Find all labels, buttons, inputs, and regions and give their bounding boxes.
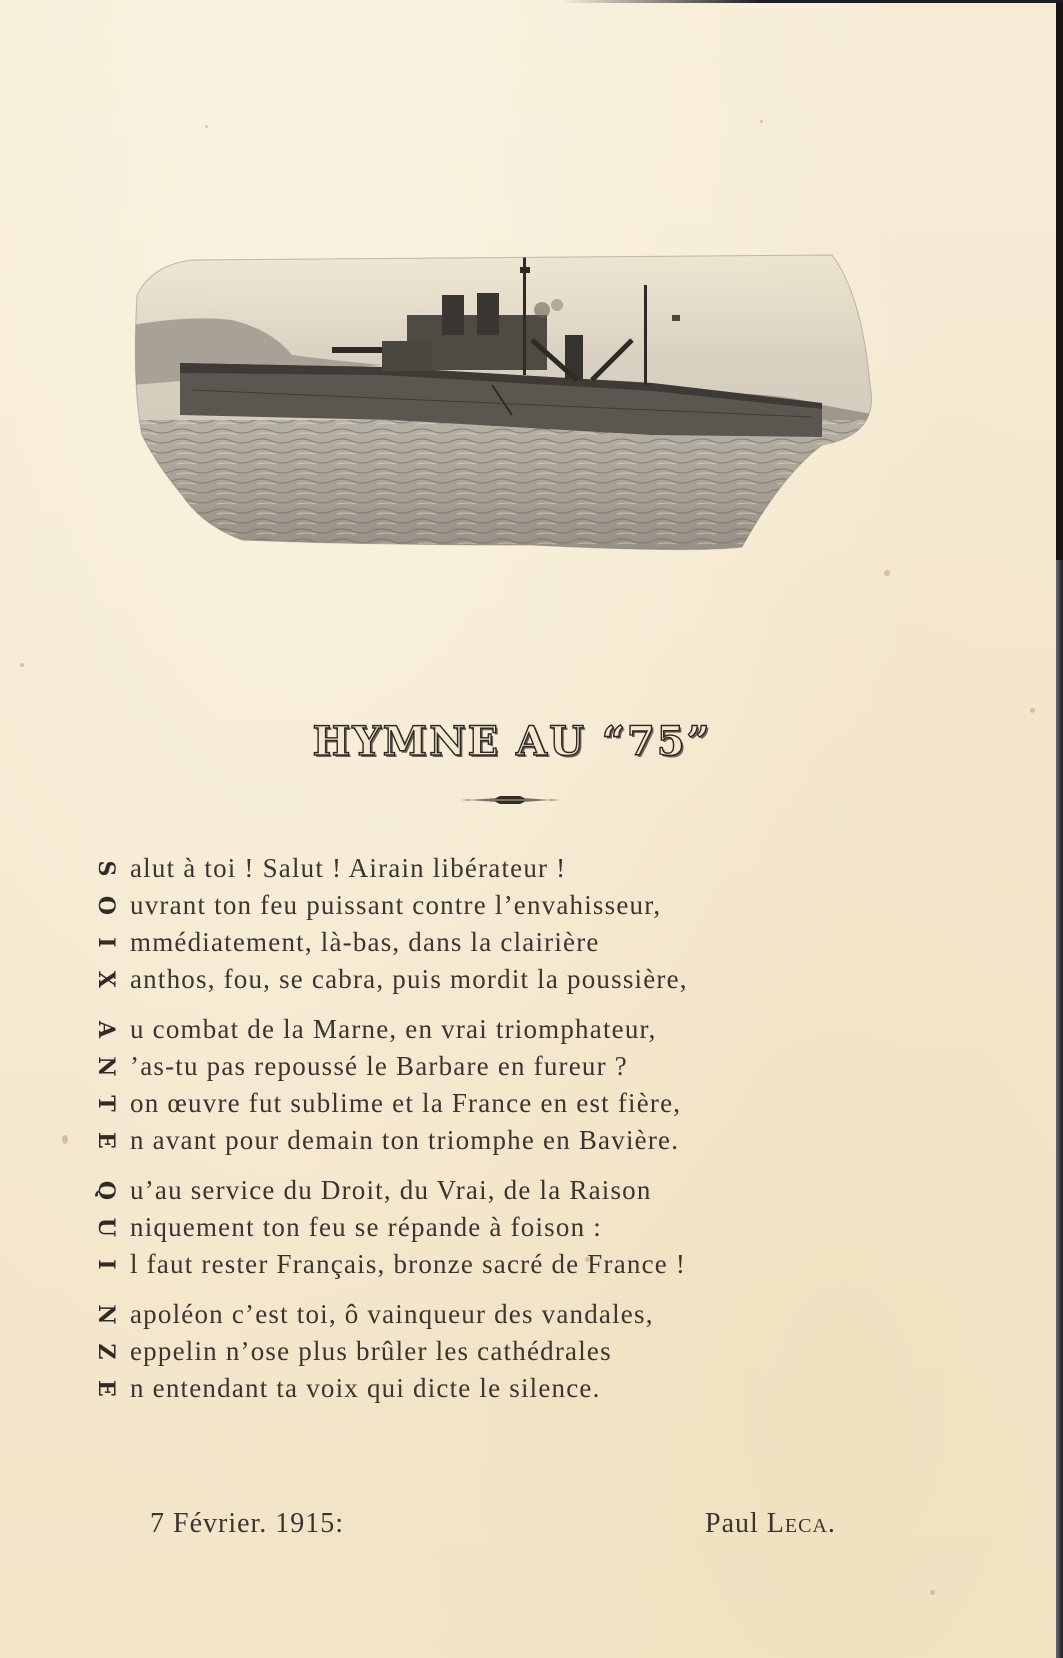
verse-text: on œuvre fut sublime et la France en est fière, (130, 1088, 682, 1118)
verse-text: anthos, fou, se cabra, puis mordit la poussière, (130, 964, 688, 994)
acrostic-initial: I (93, 1258, 119, 1271)
verse-text: n avant pour demain ton triomphe en Bavière. (130, 1125, 680, 1155)
acrostic-initial: X (93, 970, 119, 989)
poem-line (94, 1085, 688, 1122)
verse-text: uvrant ton feu puissant contre l’envahisseur, (130, 890, 662, 920)
poem-line (94, 1172, 688, 1209)
stanza-3 (94, 1172, 688, 1283)
warship-illustration (132, 145, 877, 580)
acrostic-initial: Q (93, 1180, 119, 1201)
scan-edge-top (560, 0, 1063, 3)
poem-line (94, 1048, 688, 1085)
poem-line (94, 887, 688, 924)
author-first-name: Paul (705, 1508, 759, 1539)
poem-line (94, 1333, 688, 1370)
poem-line (94, 1296, 688, 1333)
acrostic-initial: I (93, 936, 119, 949)
acrostic-initial: O (93, 895, 119, 916)
decorative-rule-icon (460, 794, 560, 806)
verse-text: l faut rester Français, bronze sacré de France ! (130, 1249, 687, 1279)
verse-text: alut à toi ! Salut ! Airain libérateur ! (130, 853, 567, 883)
acrostic-initial: T (93, 1094, 119, 1113)
poem-line (94, 961, 688, 998)
acrostic-initial: Z (93, 1342, 119, 1361)
verse-text: n entendant ta voix qui dicte le silence. (130, 1373, 601, 1403)
stanza-4 (94, 1296, 688, 1407)
stanza-2 (94, 1011, 688, 1159)
poem-line (94, 1122, 688, 1159)
acrostic-initial: E (93, 1131, 119, 1150)
poem-line (94, 1246, 688, 1283)
poem-line (94, 850, 688, 887)
acrostic-poem (94, 850, 688, 1420)
verse-text: niquement ton feu se répande à foison : (130, 1212, 602, 1242)
verse-text: eppelin n’ose plus brûler les cathédrales (130, 1336, 612, 1366)
scan-edge-shadow (1056, 560, 1063, 1658)
acrostic-initial: E (93, 1379, 119, 1398)
acrostic-initial: A (93, 1020, 119, 1039)
warship-photo (132, 145, 877, 580)
poem-line (94, 1011, 688, 1048)
acrostic-initial: N (93, 1055, 119, 1078)
poem-line (94, 1370, 688, 1407)
stanza-1 (94, 850, 688, 998)
acrostic-initial: U (93, 1217, 119, 1238)
acrostic-initial: S (93, 859, 119, 878)
verse-text: apoléon c’est toi, ô vainqueur des vandales, (130, 1299, 654, 1329)
poem-author (705, 1508, 836, 1540)
author-last-name: Leca. (766, 1508, 836, 1539)
verse-text: u’au service du Droit, du Vrai, de la Raison (130, 1175, 652, 1205)
poem-date: 7 Février. 1915: (150, 1508, 345, 1539)
poem-line (94, 924, 688, 961)
verse-text: mmédiatement, là-bas, dans la clairière (130, 927, 600, 957)
poem-line (94, 1209, 688, 1246)
acrostic-initial: N (93, 1303, 119, 1326)
verse-text: ’as-tu pas repoussé le Barbare en fureur ? (130, 1051, 628, 1081)
verse-text: u combat de la Marne, en vrai triomphateur, (130, 1014, 657, 1044)
poem-title: HYMNE AU “75” (312, 718, 712, 765)
